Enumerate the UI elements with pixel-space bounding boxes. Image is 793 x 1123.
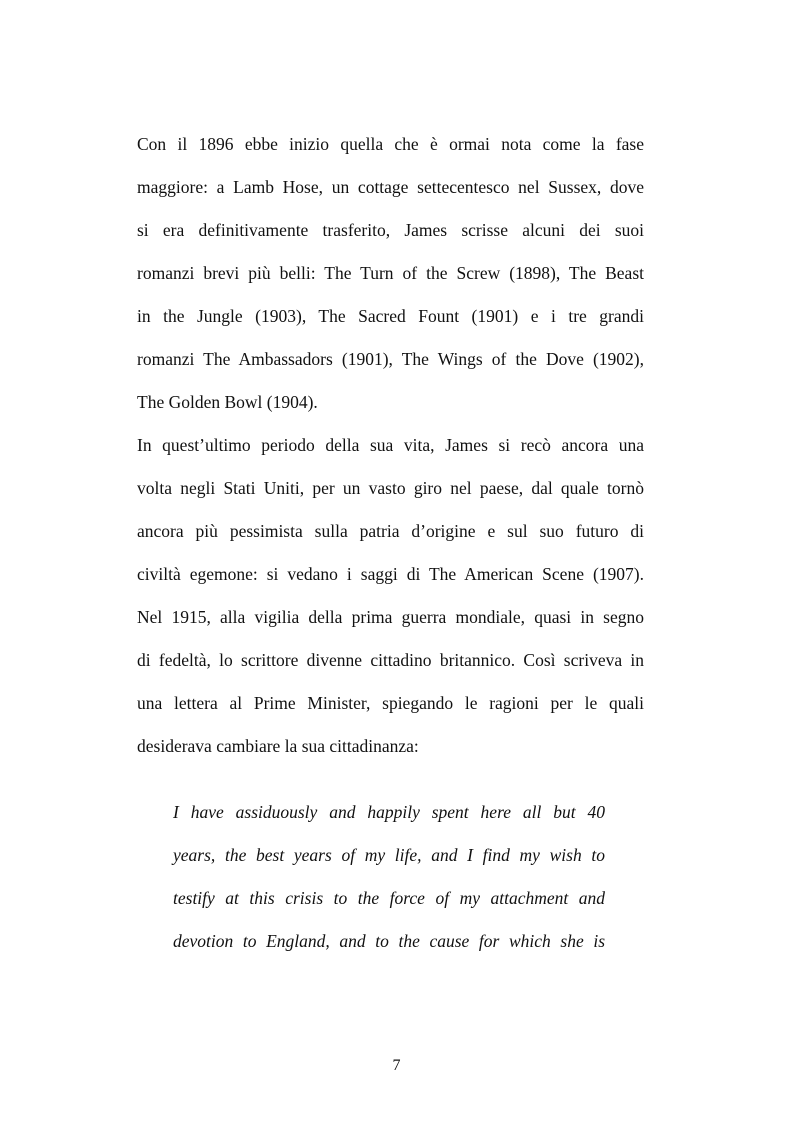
paragraph-1-line: in the Jungle (1903), The Sacred Fount (1901) e i tre grandi (137, 306, 644, 326)
paragraph-1-line: romanzi brevi più belli: The Turn of the Screw (1898), The Beast (137, 263, 644, 283)
paragraph-2-line: In quest’ultimo periodo della sua vita, James si recò ancora una (137, 435, 644, 455)
paragraph-2-line: di fedeltà, lo scrittore divenne cittadino britannico. Così scriveva in (137, 650, 644, 670)
paragraph-2-line: ancora più pessimista sulla patria d’origine e sul suo futuro di (137, 521, 644, 541)
quote-line: years, the best years of my life, and I find my wish to (173, 845, 605, 865)
paragraph-1-line: The Golden Bowl (1904). (137, 392, 318, 412)
quote-line: I have assiduously and happily spent here all but 40 (173, 802, 605, 822)
quote-line: devotion to England, and to the cause for which she is (173, 931, 605, 951)
paragraph-2-line: volta negli Stati Uniti, per un vasto giro nel paese, dal quale tornò (137, 478, 644, 498)
paragraph-2-line: civiltà egemone: si vedano i saggi di The American Scene (1907). (137, 564, 644, 584)
paragraph-2-line: una lettera al Prime Minister, spiegando le ragioni per le quali (137, 693, 644, 713)
page-number: 7 (392, 1057, 401, 1074)
paragraph-1-line: si era definitivamente trasferito, James scrisse alcuni dei suoi (137, 220, 644, 240)
paragraph-1-line: maggiore: a Lamb Hose, un cottage settecentesco nel Sussex, dove (137, 177, 644, 197)
quote-line: testify at this crisis to the force of my attachment and (173, 888, 605, 908)
paragraph-1-line: romanzi The Ambassadors (1901), The Wings of the Dove (1902), (137, 349, 644, 369)
paragraph-1-line: Con il 1896 ebbe inizio quella che è ormai nota come la fase (137, 134, 644, 154)
paragraph-2-line: Nel 1915, alla vigilia della prima guerra mondiale, quasi in segno (137, 607, 644, 627)
paragraph-2-line: desiderava cambiare la sua cittadinanza: (137, 736, 419, 756)
